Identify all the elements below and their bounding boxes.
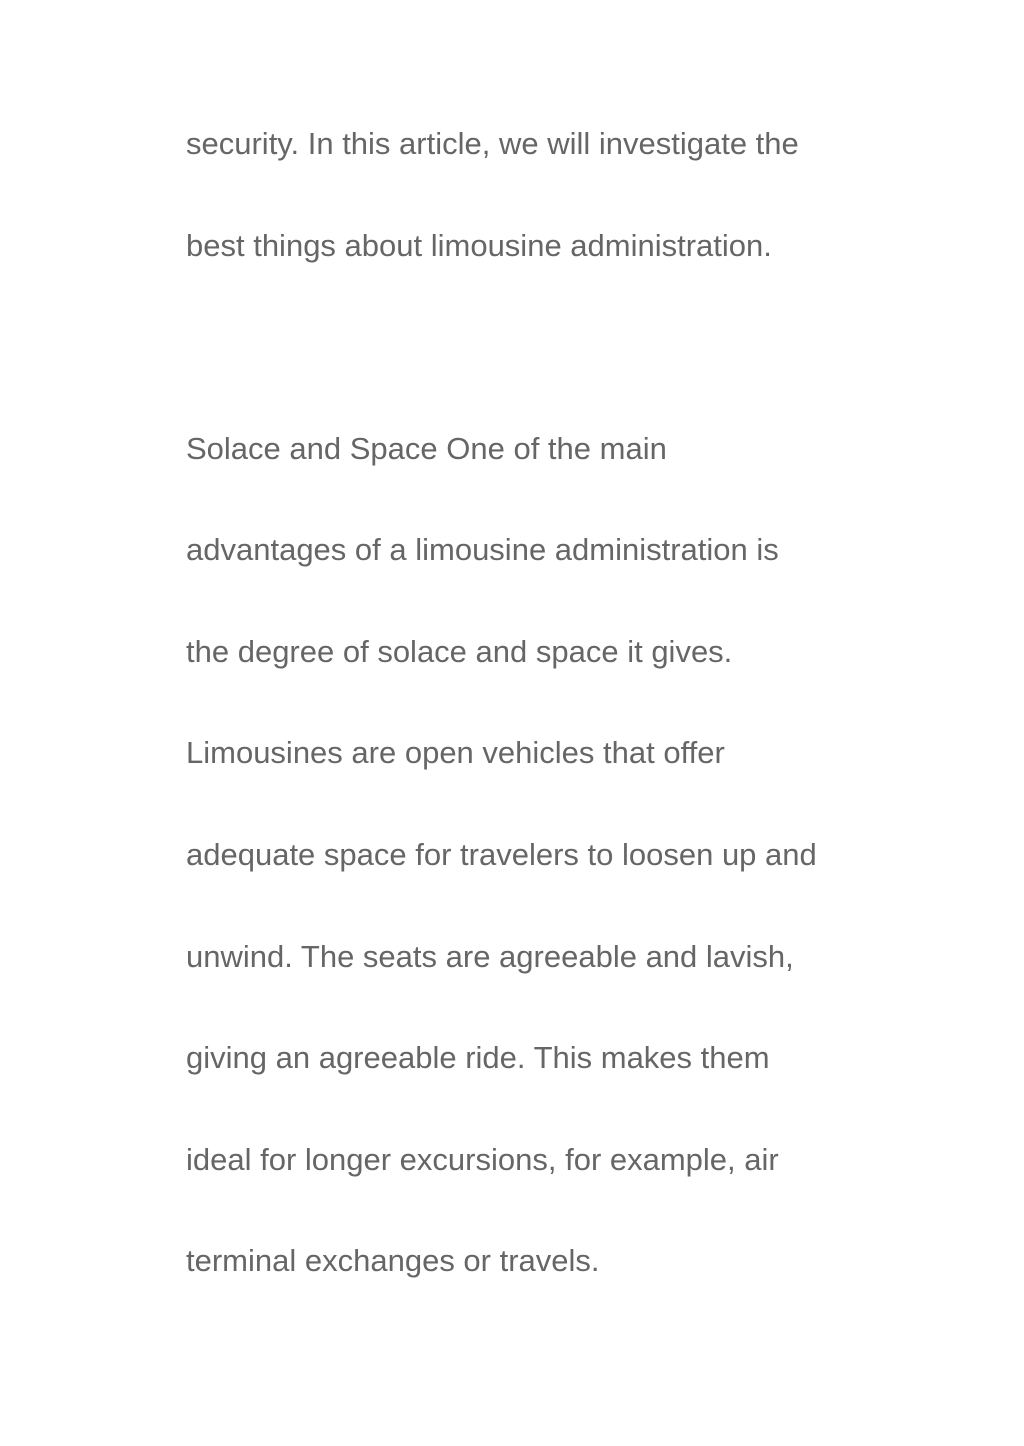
text-line: unwind. The seats are agreeable and lavish, [186, 939, 794, 974]
text-line: Limousines are open vehicles that offer [186, 735, 725, 770]
text-line: adequate space for travelers to loosen up and [186, 837, 817, 872]
text-line: best things about limousine administration. [186, 228, 772, 263]
text-line: ideal for longer excursions, for example, air [186, 1142, 779, 1177]
text-line: the degree of solace and space it gives. [186, 634, 733, 669]
text-line: advantages of a limousine administration is [186, 532, 779, 567]
text-line: giving an agreeable ride. This makes them [186, 1040, 770, 1075]
text-line: security. In this article, we will investigate the [186, 126, 799, 161]
text-line: Solace and Space One of the main [186, 431, 667, 466]
text-line: terminal exchanges or travels. [186, 1243, 600, 1278]
